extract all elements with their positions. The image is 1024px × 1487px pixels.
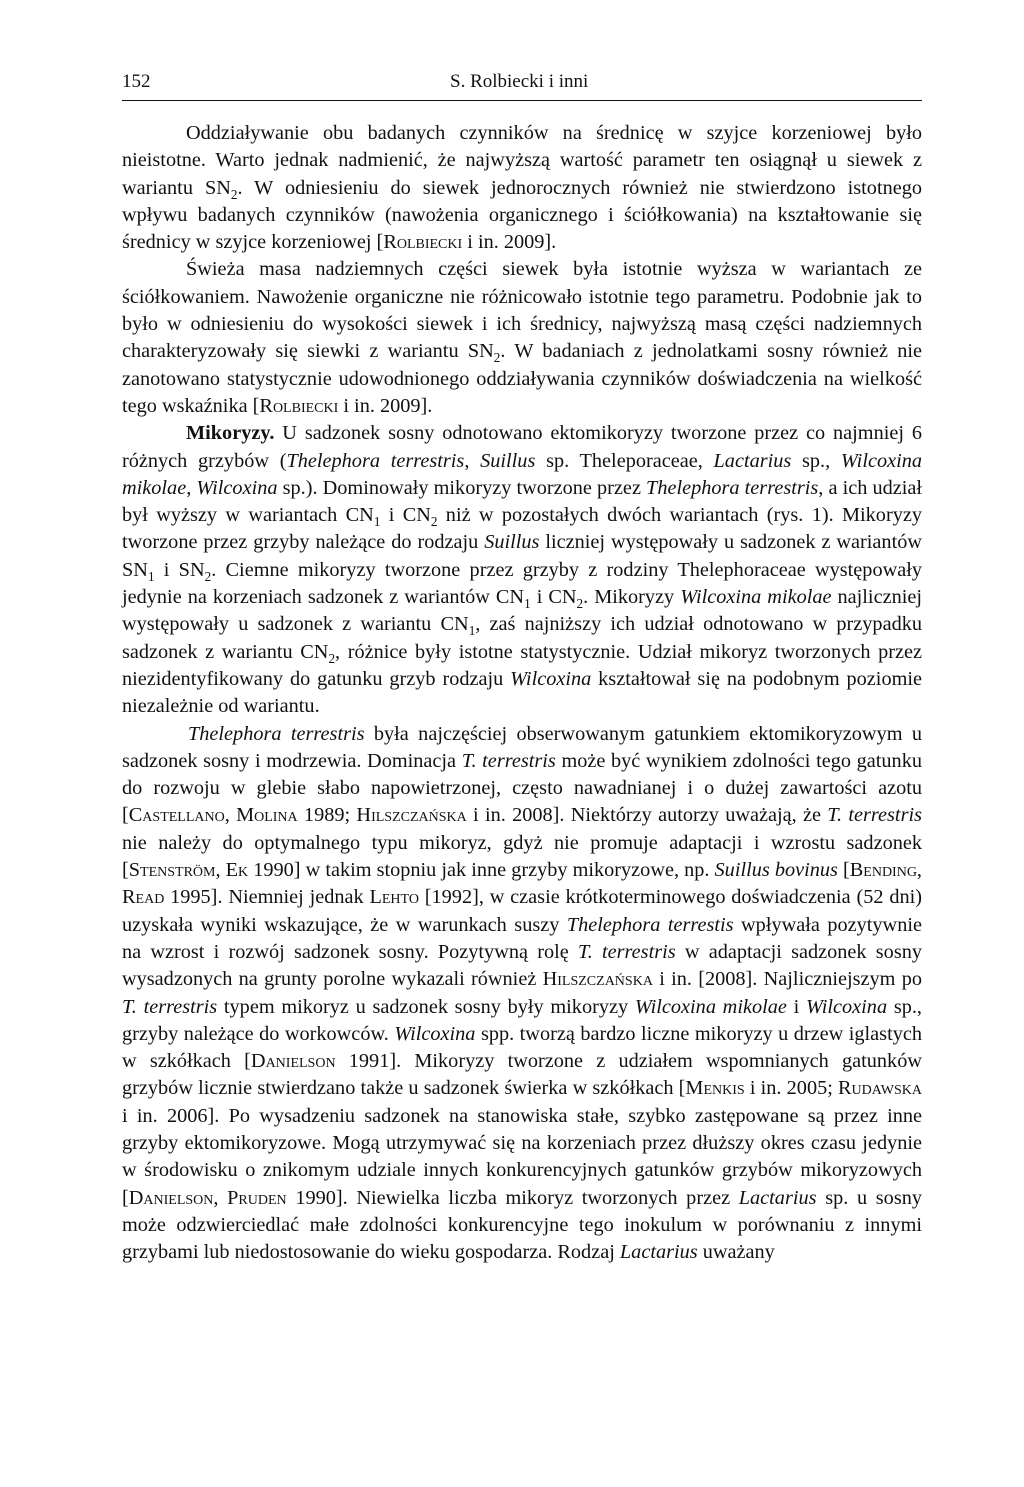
paragraph-root-collar-diameter: Oddziaływanie obu badanych czynników na średnicę w szyjce korzeniowej było nieistotne. Warto jednak nadmienić, że najwyższą wartość parametr ten osiągnął u siewek z wariantu $SN_2$. W odniesieniu do siewek jednorocznych również nie stwierdzono istotnego wpływu badanych czynników (nawożenia organicznego i ściółkowania) na kształtowanie się średnicy w szyjce korzeniowej [Rolbiecki i in. 2009]. <box>122 122 923 254</box>
page-header <box>122 68 922 101</box>
paragraph-thelephora: Thelephora terrestris była najczęściej obserwowanym gatunkiem ektomikoryzowym u sadzonek sosny i modrzewia. Dominacja T. terrestris może być wynikiem zdolności tego gatunku do rozwoju w glebie słabo napowietrzonej, często nawadnianej i o dużej zawartości azotu [Castellano, Molina 1989; Hilszczańska i in. 2008]. Niektórzy autorzy uważają, że T. terrestris nie należy do optymalnego typu mikoryz, gdyż nie promuje adaptacji i wzrostu sadzonek [Stenström, Ek 1990] w takim stopniu jak inne grzyby mikoryzowe, np. Suillus bovinus [Bending, Read 1995]. Niemniej jednak Lehto [1992], w czasie krótkoterminowego doświadczenia (52 dni) uzyskała wyniki wskazujące, że w warunkach suszy Thelephora terrestis wpływała pozytywnie na wzrost i rozwój sadzonek sosny. Pozytywną rolę T. terrestris w adaptacji sadzonek sosny wysadzonych na grunty porolne wykazali również Hilszczańska i in. [2008]. Najliczniejszym po T. terrestris typem mikoryz u sadzonek sosny były mikoryzy Wilcoxina mikolae i Wilcoxina sp., grzyby należące do workowców. Wilcoxina spp. tworzą bardzo liczne mikoryzy u drzew iglastych w szkółkach [Danielson 1991]. Mikoryzy tworzone z udziałem wspomnianych gatunków grzybów licznie stwierdzano także u sadzonek świerka w szkółkach [Menkis i in. 2005; Rudawska i in. 2006]. Po wysadzeniu sadzonek na stanowiska stałe, szybko zastępowane są przez inne grzyby ektomikoryzowe. Mogą utrzymywać się na korzeniach przez dłuższy okres czasu jedynie w środowisku o znikomym udziale innych konkurencyjnych gatunków grzybów mikoryzowych [Danielson, Pruden 1990]. Niewielka liczba mikoryz tworzonych przez Lactarius sp. u sosny może odzwierciedlać małe zdolności konkurencyjne tego inokulum w porównaniu z innymi grzybami lub niedostosowanie do wieku gospodarza. Rodzaj Lactarius uważany <box>122 722 923 1264</box>
page-number: 152 <box>122 71 151 92</box>
body-text <box>122 120 922 1266</box>
paragraph-mycorrhizae: Mikoryzy. U sadzonek sosny odnotowano ektomikoryzy tworzone przez co najmniej 6 różnych grzybów (Thelephora terrestris, Suillus sp. Theleporaceae, Lactarius sp., Wilcoxina mikolae, Wilcoxina sp.). Dominowały mikoryzy tworzone przez Thelephora terrestris, a ich udział był wyższy w wariantach $CN_1$ i $CN_2$ niż w pozostałych dwóch wariantach (rys. 1). Mikoryzy tworzone przez grzyby należące do rodzaju Suillus liczniej występowały u sadzonek z wariantów $SN_1$ i $SN_2$. Ciemne mikoryzy tworzone przez grzyby z rodziny Thelephoraceae występowały jedynie na korzeniach sadzonek z wariantów $CN_1$ i $CN_2$. Mikoryzy Wilcoxina mikolae najliczniej występowały u sadzonek z wariantu $CN_1$, zaś najniższy ich udział odnotowano w przypadku sadzonek z wariantu $CN_2$, różnice były istotne statystycznie. Udział mikoryz tworzonych przez niezidentyfikowany do gatunku grzyb rodzaju Wilcoxina kształtował się na podobnym poziomie niezależnie od wariantu. <box>122 422 923 718</box>
paragraph-fresh-mass: Świeża masa nadziemnych części siewek była istotnie wyższa w wariantach ze ściółkowaniem. Nawożenie organiczne nie różnicowało istotnie tego parametru. Podobnie jak to było w odniesieniu do wysokości siewek i ich średnicy, najwyższą masą części nadziemnych charakteryzowały się siewki z wariantu $SN_2$. W badaniach z jednolatkami sosny również nie zanotowano statystycznie udowodnionego oddziaływania czynników doświadczenia na wielkość tego wskaźnika [Rolbiecki i in. 2009]. <box>122 258 922 417</box>
running-head: S. Rolbiecki i inni <box>450 71 589 92</box>
